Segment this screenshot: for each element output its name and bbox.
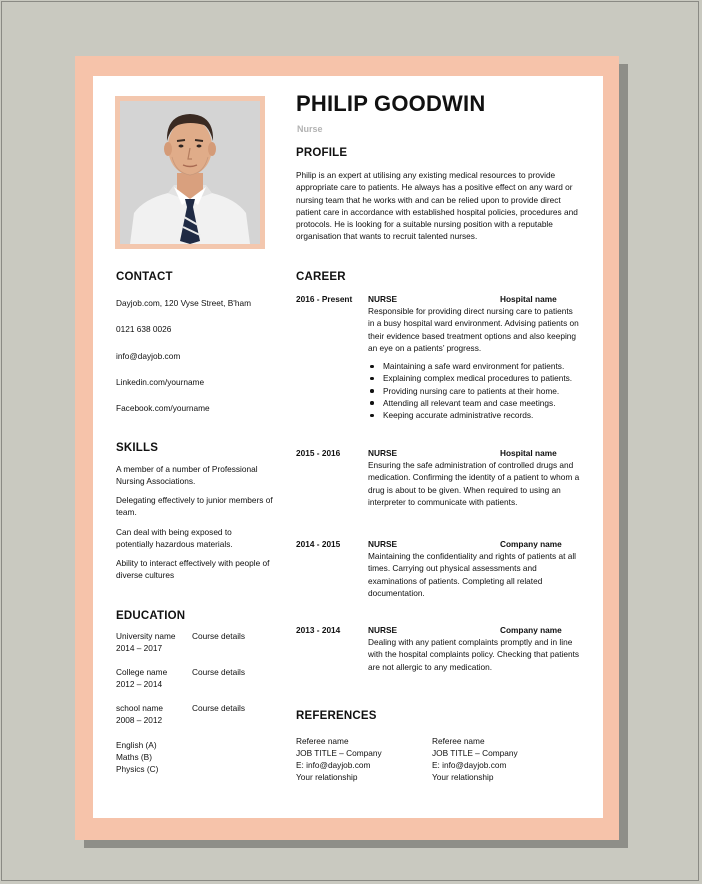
education-school: College name (116, 667, 168, 677)
career-heading: CAREER (296, 271, 346, 283)
skill-item: A member of a number of Professional Nursing Associations. (116, 464, 258, 487)
portrait-image (120, 101, 260, 244)
profile-photo (115, 96, 265, 249)
candidate-role: Nurse (297, 124, 323, 134)
profile-heading: PROFILE (296, 147, 348, 159)
job-description: Ensuring the safe administration of controlled drugs and medication. Confirming the identity of a patient to whom a drug is about to be given. When required to using an interpreter to communicate with patients. (368, 460, 580, 507)
education-heading: EDUCATION (116, 610, 186, 622)
contact-heading: CONTACT (116, 271, 173, 283)
list-item: Providing nursing care to patients at their home. (368, 385, 583, 397)
job-dates: 2016 - Present (296, 294, 353, 304)
contact-phone: 0121 638 0026 (116, 324, 172, 334)
education-details: Course details (192, 667, 246, 677)
education-details: Course details (192, 703, 246, 713)
skill-item: Delegating effectively to junior members of team. (116, 495, 273, 518)
education-years: 2014 – 2017 (116, 643, 163, 653)
education-subject: Maths (B) (116, 752, 152, 762)
education-years: 2008 – 2012 (116, 715, 163, 725)
education-years: 2012 – 2014 (116, 679, 163, 689)
job-title: NURSE (368, 294, 398, 304)
job-dates: 2014 - 2015 (296, 539, 341, 549)
list-item: Attending all relevant team and case meetings. (368, 397, 583, 409)
job-dates: 2013 - 2014 (296, 625, 341, 635)
references-heading: REFERENCES (296, 710, 377, 722)
candidate-name: PHILIP GOODWIN (296, 91, 486, 116)
contact-facebook: Facebook.com/yourname (116, 403, 210, 413)
job-title: NURSE (368, 625, 398, 635)
education-subject: English (A) (116, 740, 157, 750)
referee-relationship: Your relationship (432, 772, 494, 782)
referee-job: JOB TITLE – Company (296, 748, 382, 758)
job-employer: Hospital name (500, 294, 557, 304)
job-responsibilities (368, 360, 583, 421)
job-title: NURSE (368, 448, 398, 458)
referee-relationship: Your relationship (296, 772, 358, 782)
job-employer: Company name (500, 539, 562, 549)
job-dates: 2015 - 2016 (296, 448, 341, 458)
job-description: Dealing with any patient complaints promptly and in line with the hospital complaints policy. Checking that patients are not allergic to any medication. (368, 637, 580, 672)
referee-email: E: info@dayjob.com (296, 760, 371, 770)
education-school: school name (116, 703, 164, 713)
list-item: Maintaining a safe ward environment for patients. (368, 360, 583, 372)
cv-page (93, 76, 603, 818)
job-employer: Company name (500, 625, 562, 635)
job-title: NURSE (368, 539, 398, 549)
education-subject: Physics (C) (116, 764, 159, 774)
job-description: Maintaining the confidentiality and rights of patients at all times. Carrying out physical assessments and examinations of patients. Completing all related documentation. (368, 551, 577, 598)
contact-email: info@dayjob.com (116, 351, 181, 361)
referee-job: JOB TITLE – Company (432, 748, 518, 758)
profile-text: Philip is an expert at utilising any existing medical resources to provide appropriate care to patients. He always has a positive effect on any ward or nursing team that he works with and can be relied upon to provide direct patient care in accordance with established hospital policies, procedures and protocols. He is looking for a suitable nursing position with a reputable organisation that wants to recruit talented nurses. (296, 170, 578, 242)
skill-item: Can deal with being exposed to potentially hazardous materials. (116, 527, 233, 550)
education-details: Course details (192, 631, 246, 641)
list-item: Explaining complex medical procedures to patients. (368, 372, 583, 384)
contact-address: Dayjob.com, 120 Vyse Street, B'ham (116, 298, 252, 308)
referee-name: Referee name (296, 736, 349, 746)
skill-item: Ability to interact effectively with people of diverse cultures (116, 558, 270, 581)
referee-name: Referee name (432, 736, 485, 746)
job-employer: Hospital name (500, 448, 557, 458)
education-school: University name (116, 631, 176, 641)
referee-email: E: info@dayjob.com (432, 760, 507, 770)
skills-heading: SKILLS (116, 442, 159, 454)
job-description: Responsible for providing direct nursing care to patients in a busy hospital ward environment. Advising patients on their evidence based treatment options and also keeping an eye on a patients’ progress. (368, 306, 579, 353)
cv-sheet (75, 56, 619, 840)
list-item: Keeping accurate administrative records. (368, 409, 583, 421)
contact-linkedin: Linkedin.com/yourname (116, 377, 205, 387)
